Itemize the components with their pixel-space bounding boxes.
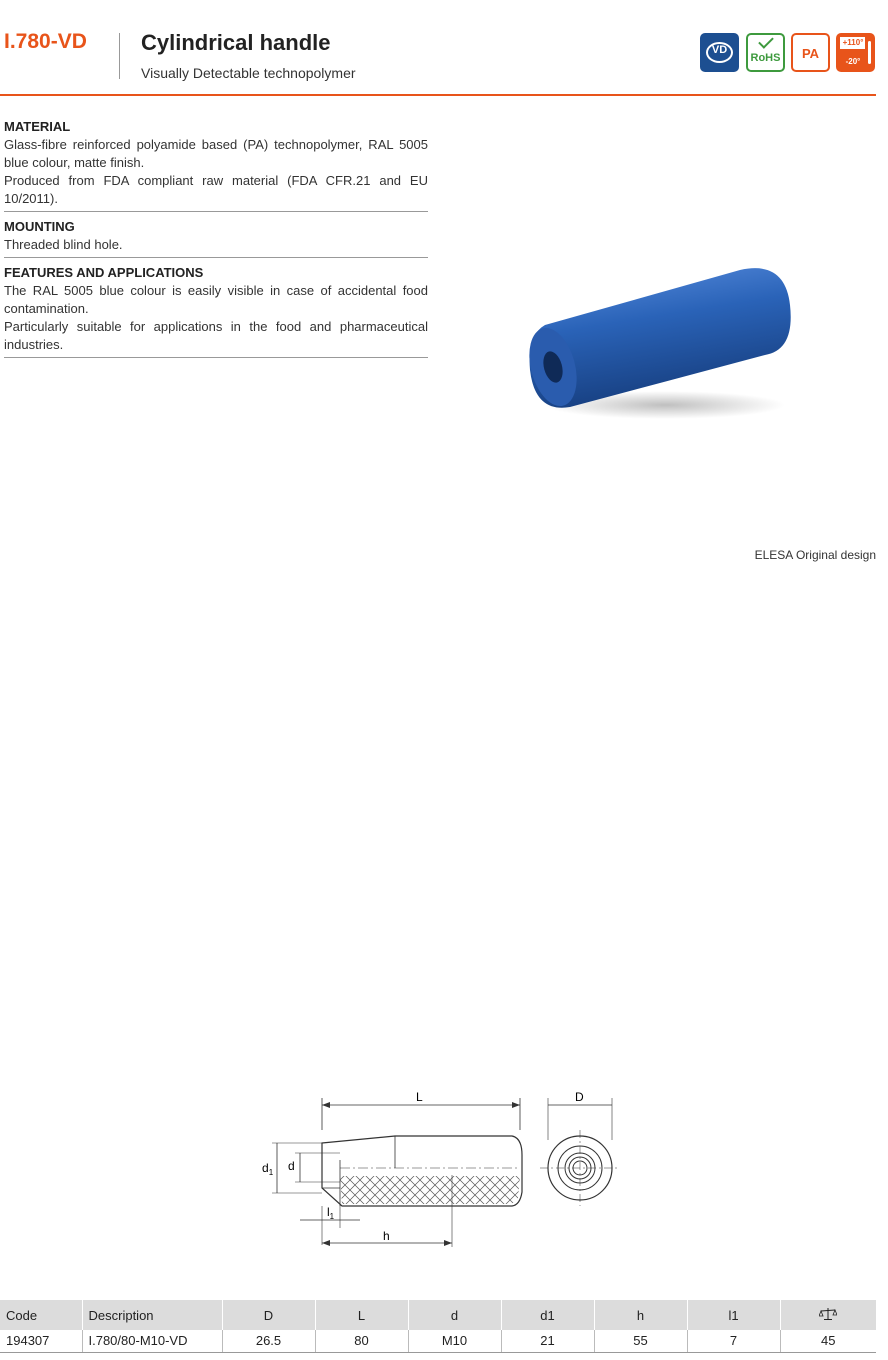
cell-D: 26.5: [222, 1330, 315, 1352]
design-note: ELESA Original design: [754, 548, 876, 562]
column-header: d1: [501, 1300, 594, 1330]
section-mounting: [4, 217, 428, 258]
dimension-label-d1: $d_1$: [262, 1161, 274, 1177]
section-text: Threaded blind hole.: [4, 237, 123, 252]
header: [0, 0, 888, 98]
product-code: I.780-VD: [4, 30, 87, 53]
technical-drawing: [250, 1080, 630, 1255]
dimension-label-D: D: [575, 1090, 584, 1104]
section-heading: FEATURES AND APPLICATIONS: [4, 265, 204, 280]
cell-h: 55: [594, 1330, 687, 1352]
spec-table: [0, 1300, 876, 1353]
pa-icon: PA: [791, 33, 830, 72]
section-text: Glass-fibre reinforced polyamide based (PA) technopolymer, RAL 5005 blue colour, matte finish.: [4, 137, 428, 170]
section-text: The RAL 5005 blue colour is easily visible in case of accidental food contamination.: [4, 283, 428, 316]
section-heading: MOUNTING: [4, 219, 75, 234]
table-header-row: [0, 1300, 876, 1330]
cell-code: 194307: [0, 1330, 82, 1352]
column-header: D: [222, 1300, 315, 1330]
page-subtitle: Visually Detectable technopolymer: [141, 65, 356, 81]
rohs-icon: RoHS: [746, 33, 785, 72]
vd-icon: VD: [700, 33, 739, 72]
dimension-label-L: L: [416, 1090, 423, 1104]
column-header: Description: [82, 1300, 222, 1330]
column-header: Code: [0, 1300, 82, 1330]
column-header: L: [315, 1300, 408, 1330]
table-row: [0, 1330, 876, 1352]
page-title: Cylindrical handle: [141, 30, 331, 55]
dimension-label-h: h: [383, 1229, 390, 1243]
header-rule: [0, 94, 876, 96]
cell-L: 80: [315, 1330, 408, 1352]
section-text: Particularly suitable for applications in the food and pharmaceutical industries.: [4, 319, 428, 352]
temperature-icon: +110° -20°: [836, 33, 875, 72]
column-header: h: [594, 1300, 687, 1330]
weight-icon: [780, 1300, 876, 1330]
dimension-label-d: d: [288, 1159, 295, 1173]
cell-d: M10: [408, 1330, 501, 1352]
section-features: [4, 263, 428, 358]
section-material: [4, 117, 428, 212]
dimension-label-l1: $l_1$: [327, 1205, 335, 1221]
product-image: [525, 255, 815, 435]
cell-weight: 45: [780, 1330, 876, 1352]
section-text: Produced from FDA compliant raw material (FDA CFR.21 and EU 10/2011).: [4, 173, 428, 206]
column-header: d: [408, 1300, 501, 1330]
title-divider: [119, 33, 120, 79]
section-heading: MATERIAL: [4, 119, 71, 134]
cell-d1: 21: [501, 1330, 594, 1352]
column-header: l1: [687, 1300, 780, 1330]
cell-l1: 7: [687, 1330, 780, 1352]
description-sections: [4, 117, 428, 363]
cell-description: I.780/80-M10-VD: [82, 1330, 222, 1352]
